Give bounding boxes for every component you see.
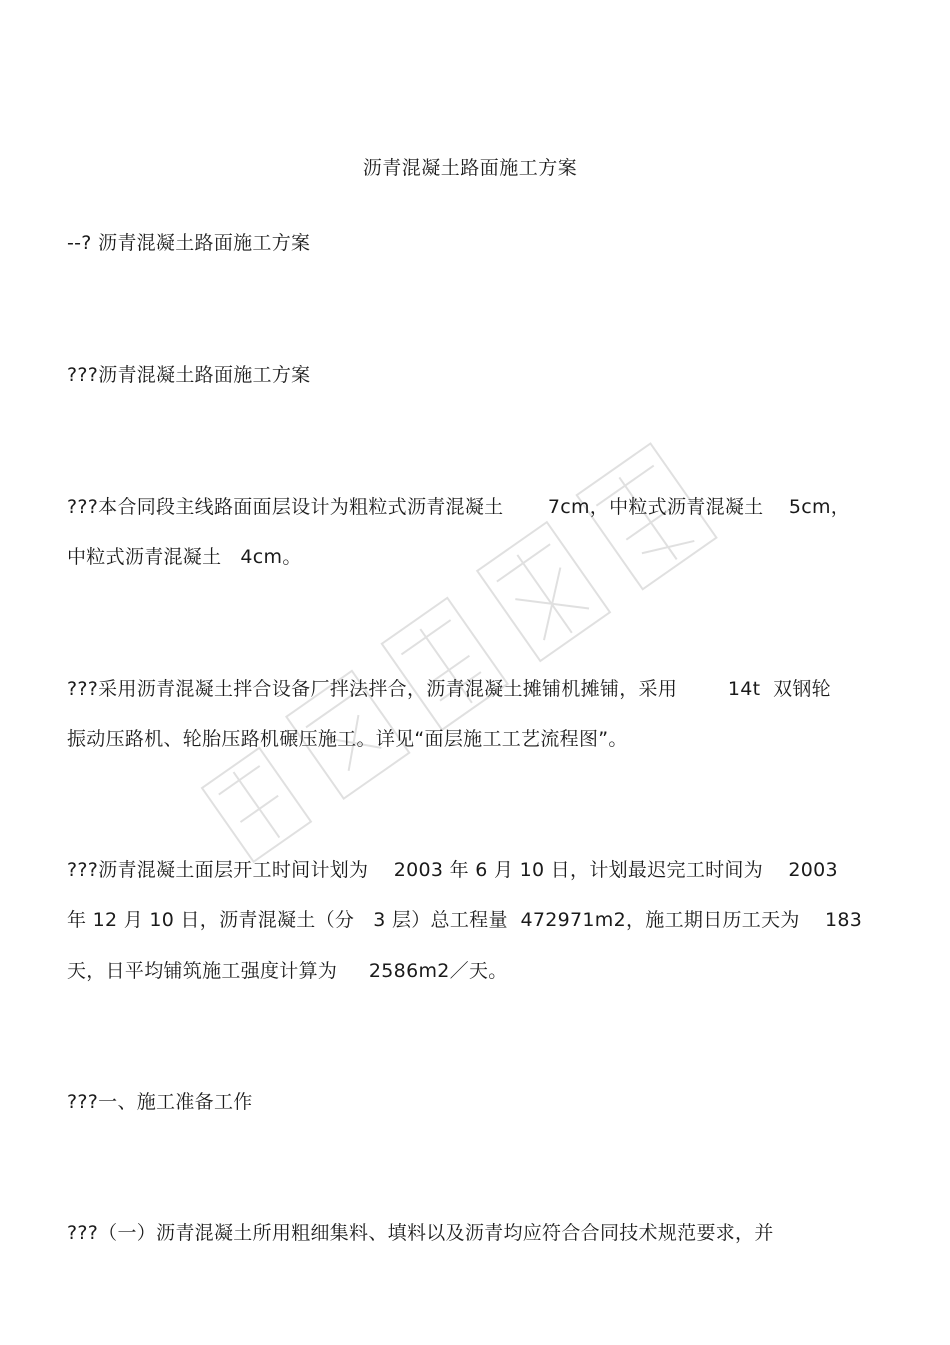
text-line-6: 振动压路机、轮胎压路机碾压施工。详见“面层施工工艺流程图”。 [67,728,628,750]
text-line-5: ???采用沥青混凝土拌合设备厂拌法拌合，沥青混凝土摊铺机摊铺，采用 14t 双钢轮 [67,678,831,700]
text-line-1: --? 沥青混凝土路面施工方案 [67,232,311,254]
text-line-3: ???本合同段主线路面面层设计为粗粒式沥青混凝土 7cm，中粒式沥青混凝土 5cm， [67,496,851,518]
text-line-7: ???沥青混凝土面层开工时间计划为 2003 年 6 月 10 日，计划最迟完工时间为 2003 [67,859,838,881]
text-line-9: 天，日平均铺筑施工强度计算为 2586m2／天。 [67,960,508,982]
text-line-10: ???一、施工准备工作 [67,1091,253,1113]
text-line-8: 年 12 月 10 日，沥青混凝土（分 3 层）总工程量 472971m2，施工期日历工天为 183 [67,909,863,931]
text-line-4: 中粒式沥青混凝土 4cm。 [67,546,302,568]
text-line-2: ???沥青混凝土路面施工方案 [67,364,311,386]
document-title: 沥青混凝土路面施工方案 [362,157,578,179]
text-line-11: ???（一）沥青混凝土所用粗细集料、填料以及沥青均应符合合同技术规范要求，并 [67,1222,774,1244]
